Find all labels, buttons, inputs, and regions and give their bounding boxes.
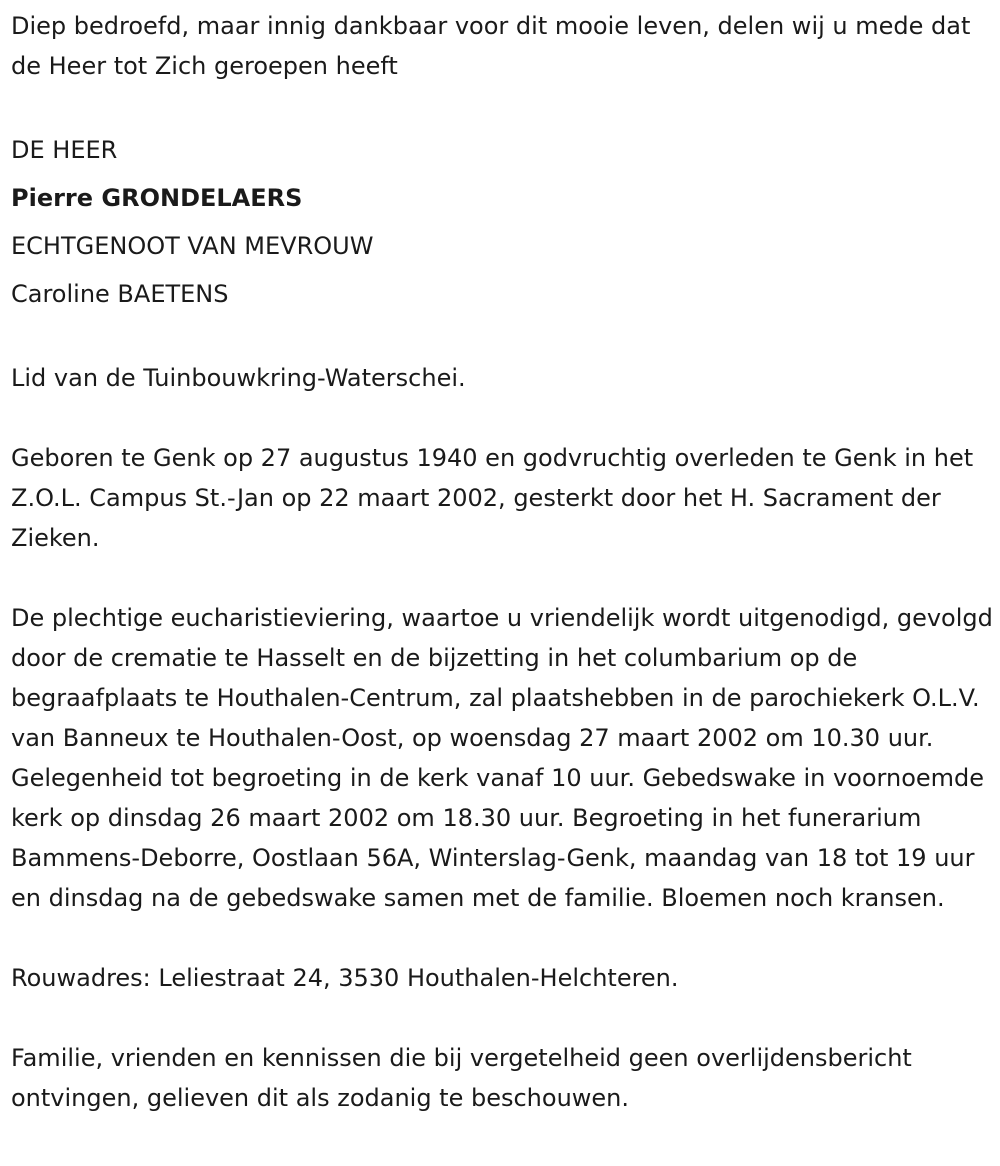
deceased-name: Pierre GRONDELAERS xyxy=(11,184,303,212)
spacer xyxy=(11,86,996,126)
closing-paragraph: Familie, vrienden en kennissen die bij vergetelheid geen overlijdensbericht ontvingen, gelieven dit als zodanig te beschouwen. xyxy=(11,1044,912,1112)
ceremony-paragraph: De plechtige eucharistieviering, waartoe u vriendelijk wordt uitgenodigd, gevolgd door de crematie te Hasselt en de bijzetting in het columbarium op de begraafplaats te Houthalen-Centrum, zal plaatshebben in de parochiekerk O.L.V. van Banneux te Houthalen-Oost, op woensdag 27 maart 2002 om 10.30 uur. Gelegenheid tot begroeting in de kerk vanaf 10 uur. Gebedswake in voornoemde kerk op dinsdag 26 maart 2002 om 18.30 uur. Begroeting in het funerarium Bammens-Deborre, Oostlaan 56A, Winterslag-Genk, maandag van 18 tot 19 uur en dinsdag na de gebedswake samen met de familie. Bloemen noch kransen. xyxy=(11,604,993,912)
spacer xyxy=(11,998,996,1038)
mourning-address: Rouwadres: Leliestraat 24, 3530 Houthalen-Helchteren. xyxy=(11,964,679,992)
intro-paragraph: Diep bedroefd, maar innig dankbaar voor dit mooie leven, delen wij u mede dat de Heer tot Zich geroepen heeft xyxy=(11,12,971,80)
spouse-name: Caroline BAETENS xyxy=(11,280,229,308)
spacer xyxy=(11,398,996,438)
title-prefix: DE HEER xyxy=(11,136,118,164)
membership-line: Lid van de Tuinbouwkring-Waterschei. xyxy=(11,364,466,392)
spacer xyxy=(11,558,996,598)
obituary-notice xyxy=(11,6,996,1118)
birth-death-paragraph: Geboren te Genk op 27 augustus 1940 en godvruchtig overleden te Genk in het Z.O.L. Campus St.-Jan op 22 maart 2002, gesterkt door het H. Sacrament der Zieken. xyxy=(11,444,974,552)
spacer xyxy=(11,918,996,958)
spouse-title: ECHTGENOOT VAN MEVROUW xyxy=(11,232,374,260)
spacer xyxy=(11,318,996,358)
